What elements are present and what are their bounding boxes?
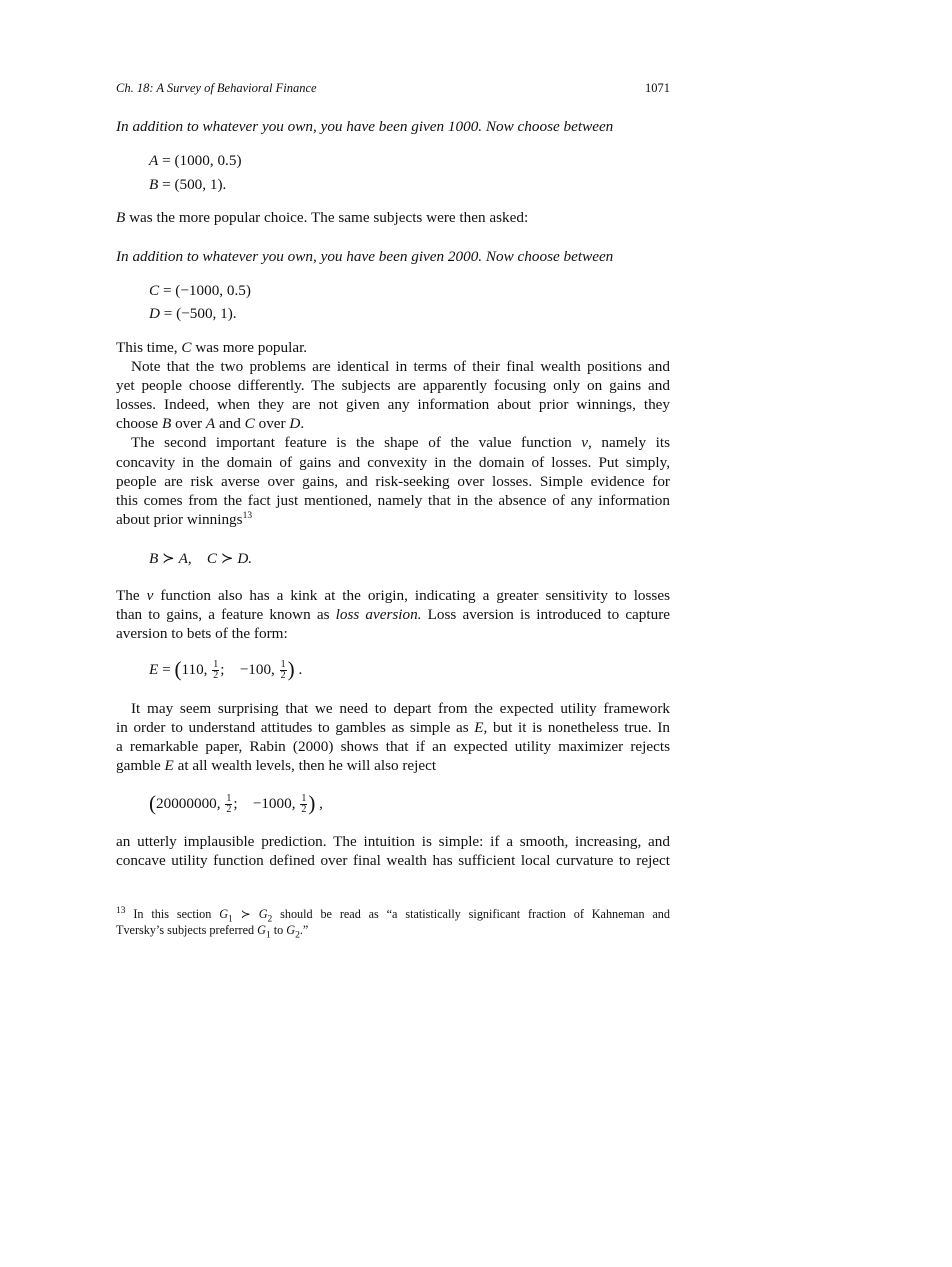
- chapter-title: Ch. 18: A Survey of Behavioral Finance: [116, 81, 317, 95]
- footnote: $^{13}$ In this section $G_1$ ≻ $G_2$ should be read as “a statistically significant fraction of Kahneman and Tversky’s subjects preferred $G_1$ to $G_2$.”: [116, 905, 670, 941]
- equation-e: E = (110, $\frac{1}{2}$ ; −100, $\frac{1}{2}$ ) .: [149, 657, 303, 682]
- paragraph-rabin: It may seem surprising that we need to depart from the expected utility framework in order to understand attitudes to gambles as simple as E, but it is nonetheless true. In a remarkable paper, Rabin (2000) shows that if an expected utility maximizer rejects gamble E at all wealth levels, then he will also reject: [116, 700, 670, 775]
- equation-a: A = (1000, 0.5): [149, 152, 242, 169]
- paragraph-loss-aversion: The v function also has a kink at the origin, indicating a greater sensitivity to losses than to gains, a feature known as loss aversion. Loss aversion is introduced to capture aversion to bets of the form:: [116, 587, 671, 643]
- page-number: 1071: [645, 81, 670, 95]
- equation-d: D = (−500, 1).: [149, 305, 237, 322]
- prompt-1: In addition to whatever you own, you have been given 1000. Now choose between: [116, 118, 614, 135]
- equation-big-gamble: (20000000, $\frac{1}{2}$ ; −1000, $\frac{1}{2}$ ) ,: [149, 791, 323, 816]
- equation-b: B = (500, 1).: [149, 176, 227, 193]
- paragraph-intuition: an utterly implausible prediction. The intuition is simple: if a smooth, increasing, and concave utility function defined over final wealth has sufficient local curvature to reject: [116, 833, 670, 870]
- prompt-2: In addition to whatever you own, you have been given 2000. Now choose between: [116, 248, 614, 265]
- footnote-ref: 13: [242, 510, 253, 521]
- running-header: [116, 81, 670, 97]
- choice-sentence: B was the more popular choice. The same subjects were then asked:: [116, 209, 529, 226]
- equation-c: C = (−1000, 0.5): [149, 282, 251, 299]
- preference-equation: B ≻ A, C ≻ D.: [149, 550, 253, 567]
- paragraph-note: This time, C was more popular. Note that the two problems are identical in terms of their final wealth positions and yet people choose differently. The subjects are apparently focusing only on gains and losses. Indeed, when they are not given any information about prior winnings, they choose B over A and C over D. The second important feature is the shape of the value function v, namely its concavity in the domain of gains and convexity in the domain of losses. Put simply, people are risk averse over gains, and risk-seeking over losses. Simple evidence for this comes from the fact just mentioned, namely that in the absence of any information about prior winnings$^{13}$: [116, 339, 670, 528]
